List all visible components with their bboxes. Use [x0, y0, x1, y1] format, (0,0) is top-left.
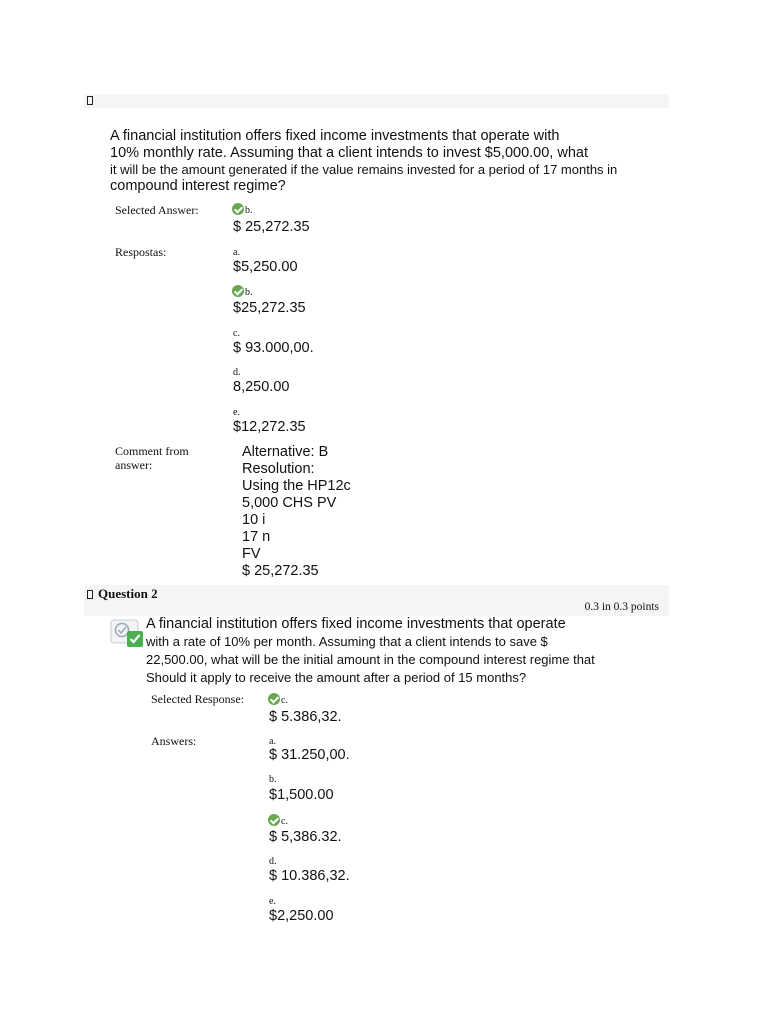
option-letter: c. — [233, 328, 240, 339]
comment-line: $ 25,272.35 — [242, 563, 319, 579]
option-letter: b. — [232, 285, 253, 298]
selected-answer-label: Selected Answer: — [115, 203, 199, 217]
question-text-line: 22,500.00, what will be the initial amount in the compound interest regime that — [146, 652, 595, 667]
question-2-header — [84, 585, 669, 616]
option-value: $ 5,386.32. — [269, 829, 342, 845]
answers-label: Respostas: — [115, 245, 167, 259]
comment-line: 5,000 CHS PV — [242, 495, 337, 511]
option-value: $5,250.00 — [233, 259, 298, 275]
selected-answer-letter: c. — [268, 693, 288, 706]
question-text-line: with a rate of 10% per month. Assuming that a client intends to save $ — [146, 634, 548, 649]
question-title: Question 2 — [98, 586, 158, 601]
correct-status-icon — [110, 618, 144, 648]
correct-check-icon — [232, 285, 244, 297]
comment-line: Resolution: — [242, 461, 315, 477]
question-text-line: 10% monthly rate. Assuming that a client intends to invest $5,000.00, what — [110, 145, 588, 161]
comment-line: Alternative: B — [242, 444, 329, 460]
comment-line: Using the HP12c — [242, 478, 351, 494]
comment-line: 17 n — [242, 529, 271, 545]
question-text-line: Should it apply to receive the amount after a period of 15 months? — [146, 670, 527, 685]
option-letter: e. — [233, 407, 240, 418]
option-value: $25,272.35 — [233, 300, 306, 316]
missing-glyph-icon — [87, 96, 93, 105]
correct-check-icon — [232, 203, 244, 215]
comment-line: 10 i — [242, 512, 266, 528]
option-value: $ 10.386,32. — [269, 868, 350, 884]
option-value: $ 31.250,00. — [269, 747, 350, 763]
correct-check-icon — [268, 814, 280, 826]
missing-glyph-icon — [87, 590, 93, 599]
question-points: 0.3 in 0.3 points — [584, 601, 659, 613]
correct-check-icon — [268, 693, 280, 705]
question-1-header — [84, 94, 669, 108]
comment-label: Comment from answer: — [115, 444, 189, 472]
question-2-text — [146, 616, 595, 686]
option-letter: a. — [233, 247, 240, 258]
option-value: $2,250.00 — [269, 908, 334, 924]
answers-label: Answers: — [151, 734, 197, 748]
option-value: $1,500.00 — [269, 787, 334, 803]
option-value: $12,272.35 — [233, 419, 306, 435]
option-letter: d. — [233, 367, 241, 378]
option-value: $ 93.000,00. — [233, 340, 314, 356]
question-text-line: A financial institution offers fixed income investments that operate — [146, 616, 566, 632]
selected-answer-letter: b. — [232, 203, 253, 216]
option-letter: c. — [268, 814, 288, 827]
question-text-line: it will be the amount generated if the value remains invested for a period of 17 months in — [110, 162, 618, 177]
option-letter: e. — [269, 896, 276, 907]
comment-line: FV — [242, 546, 261, 562]
selected-answer-value: $ 5.386,32. — [269, 709, 342, 725]
selected-answer-value: $ 25,272.35 — [233, 219, 310, 235]
option-letter: a. — [269, 736, 276, 747]
comment-text — [242, 444, 351, 580]
option-value: 8,250.00 — [233, 379, 290, 395]
question-text-line: compound interest regime? — [110, 178, 286, 194]
option-letter: b. — [269, 774, 277, 785]
selected-response-label: Selected Response: — [151, 692, 244, 706]
option-letter: d. — [269, 856, 277, 867]
question-1-text — [110, 128, 617, 195]
question-text-line: A financial institution offers fixed income investments that operate with — [110, 128, 560, 144]
